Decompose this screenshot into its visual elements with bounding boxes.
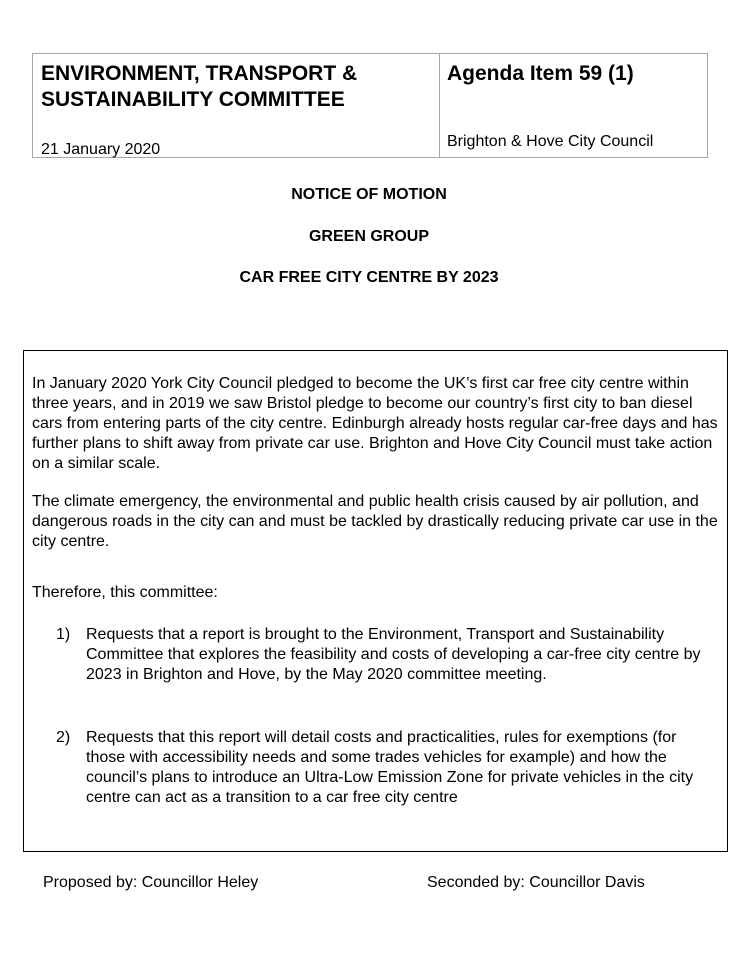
motion-paragraph-2: The climate emergency, the environmental and public health crisis caused by air pollution, and dangerous roads in the city can and must be tackled by drastically reducing private car use in the city centre. xyxy=(32,493,718,550)
motion-box xyxy=(23,350,728,852)
council-name: Brighton & Hove City Council xyxy=(447,133,654,150)
agenda-cell xyxy=(440,54,707,157)
seconded-by: Seconded by: Councillor Davis xyxy=(427,874,645,891)
list-item xyxy=(56,728,716,808)
list-item-text: Requests that a report is brought to the Environment, Transport and Sustainability Committee that explores the feasibility and costs of developing a car-free city centre by 2023 in Brighton and Hove, by the May 2020 committee meeting. xyxy=(86,626,701,683)
committee-title-line2: SUSTAINABILITY COMMITTEE xyxy=(41,88,345,111)
motion-paragraph-1: In January 2020 York City Council pledged to become the UK’s first car free city centre within three years, and in 2019 we saw Bristol pledge to become our country’s first city to ban diesel cars from entering parts of the city centre. Edinburgh already hosts regular car-free days and has further plans to shift away from private car use. Brighton and Hove City Council must take action on a similar scale. xyxy=(32,375,718,472)
committee-title xyxy=(41,61,357,113)
group-heading: GREEN GROUP xyxy=(308,228,429,245)
meeting-date: 21 January 2020 xyxy=(41,141,161,158)
therefore-text: Therefore, this committee: xyxy=(32,584,218,601)
committee-cell xyxy=(33,54,440,157)
motion-title: CAR FREE CITY CENTRE BY 2023 xyxy=(239,269,499,286)
notice-heading: NOTICE OF MOTION xyxy=(291,186,447,203)
list-item-text: Requests that this report will detail costs and practicalities, rules for exemptions (for those with accessibility needs and some trades vehicles for example) and how the council’s plans to introduce an Ultra-Low Emission Zone for private vehicles in the city centre can act as a transition to a car free city centre xyxy=(86,729,694,806)
list-item-number: 1) xyxy=(56,626,71,643)
header-table xyxy=(32,53,708,158)
list-item xyxy=(56,625,716,685)
list-item-number: 2) xyxy=(56,729,71,746)
agenda-item-label: Agenda Item 59 (1) xyxy=(447,62,634,85)
proposed-by: Proposed by: Councillor Heley xyxy=(43,874,259,891)
committee-title-line1: ENVIRONMENT, TRANSPORT & xyxy=(41,62,358,85)
